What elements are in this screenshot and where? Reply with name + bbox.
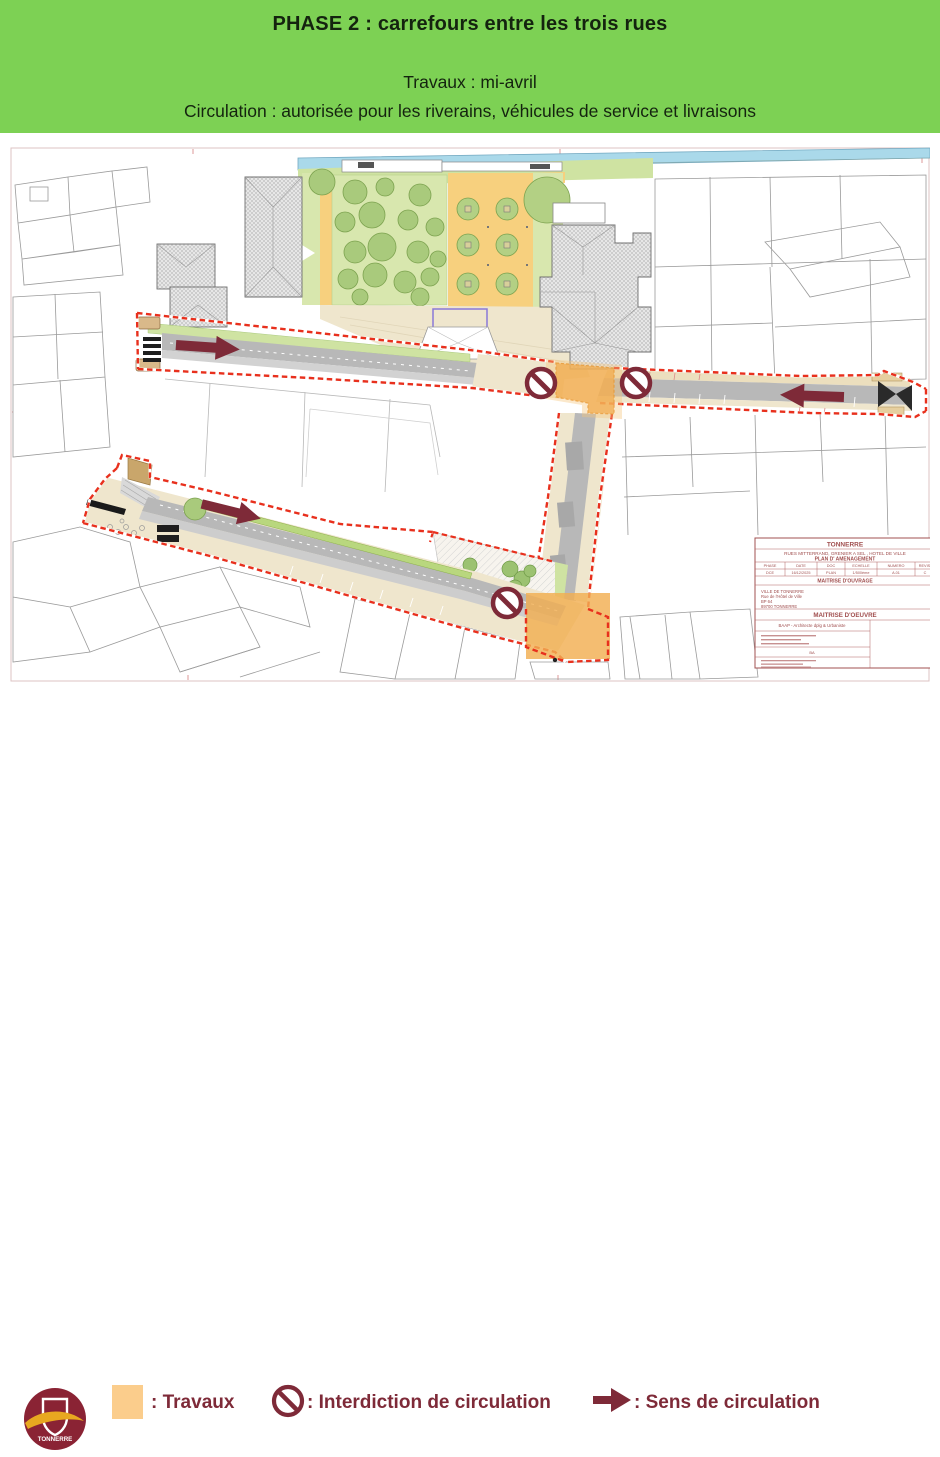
tb-moe-name: BAAP - Architecte dplg & Urbaniste (778, 623, 846, 628)
legend-no-entry-icon (269, 1382, 307, 1425)
tb-h-echelle: ECHELLE (852, 564, 870, 568)
tb-moe-heading: MAITRISE D'OEUVRE (813, 612, 877, 619)
tb-v-numero: A.01 (892, 571, 900, 575)
subtitle-travaux: Travaux : mi-avril (403, 72, 537, 92)
site-plan-svg (10, 147, 930, 682)
building-hotel-de-ville (540, 225, 651, 369)
tb-h-phase: PHASE (763, 564, 777, 568)
tb-h-numero: NUMERO (887, 564, 905, 568)
tb-v-echelle: 1/500ème (852, 571, 870, 575)
legend-arrow-icon (592, 1387, 632, 1418)
park (302, 169, 447, 306)
tb-v-date: 16/12/2025 (791, 571, 811, 575)
tb-h-doc: DOC (826, 564, 836, 568)
tb-moe-mid: BA (809, 650, 815, 655)
tb-h-revis: REVIS. (918, 564, 930, 568)
legend-sens-label: : Sens de circulation (634, 1392, 820, 1413)
no-entry-icon-east (622, 369, 650, 397)
tb-commune: TONNERRE (826, 541, 864, 549)
site-plan-map (10, 147, 930, 682)
title-block (755, 538, 930, 668)
tb-moa-heading: MAITRISE D'OUVRAGE (817, 578, 873, 585)
tb-project2: PLAN D' AMENAGEMENT (814, 556, 876, 563)
logo-city-label: TONNERRE (37, 1436, 73, 1443)
tb-moa-line2: Rue de l'Hôtel de Ville (761, 594, 802, 599)
building-northwest (245, 177, 302, 297)
tonnerre-logo (22, 1386, 88, 1457)
no-entry-icon-west (527, 369, 555, 397)
legend-travaux-swatch (112, 1385, 143, 1419)
legend-bar (0, 682, 940, 1443)
tb-moa-line1: VILLE DE TONNERRE (761, 589, 804, 594)
tb-h-date: DATE (796, 564, 806, 568)
work-zone-south (526, 593, 610, 659)
header-banner (0, 0, 940, 133)
page-title: PHASE 2 : carrefours entre les trois rues (272, 13, 668, 35)
tb-project1: RUES MITTERRAND, GRENIER A SEL , HOTEL DE VILLE (784, 551, 906, 556)
tb-moa-line3: BP 64 (761, 599, 773, 604)
tb-moa-line4: 89700 TONNERRE (761, 604, 798, 609)
legend-interdiction-label: : Interdiction de circulation (307, 1392, 551, 1413)
no-entry-icon-south (493, 589, 521, 617)
legend-travaux-label: : Travaux (151, 1392, 235, 1413)
tb-v-doc: PLAN (826, 571, 836, 575)
tb-v-revis: C (923, 571, 927, 575)
tb-v-phase: DCE (765, 571, 775, 575)
subtitle-circulation: Circulation : autorisée pour les riverains, véhicules de service et livraisons (184, 101, 756, 121)
